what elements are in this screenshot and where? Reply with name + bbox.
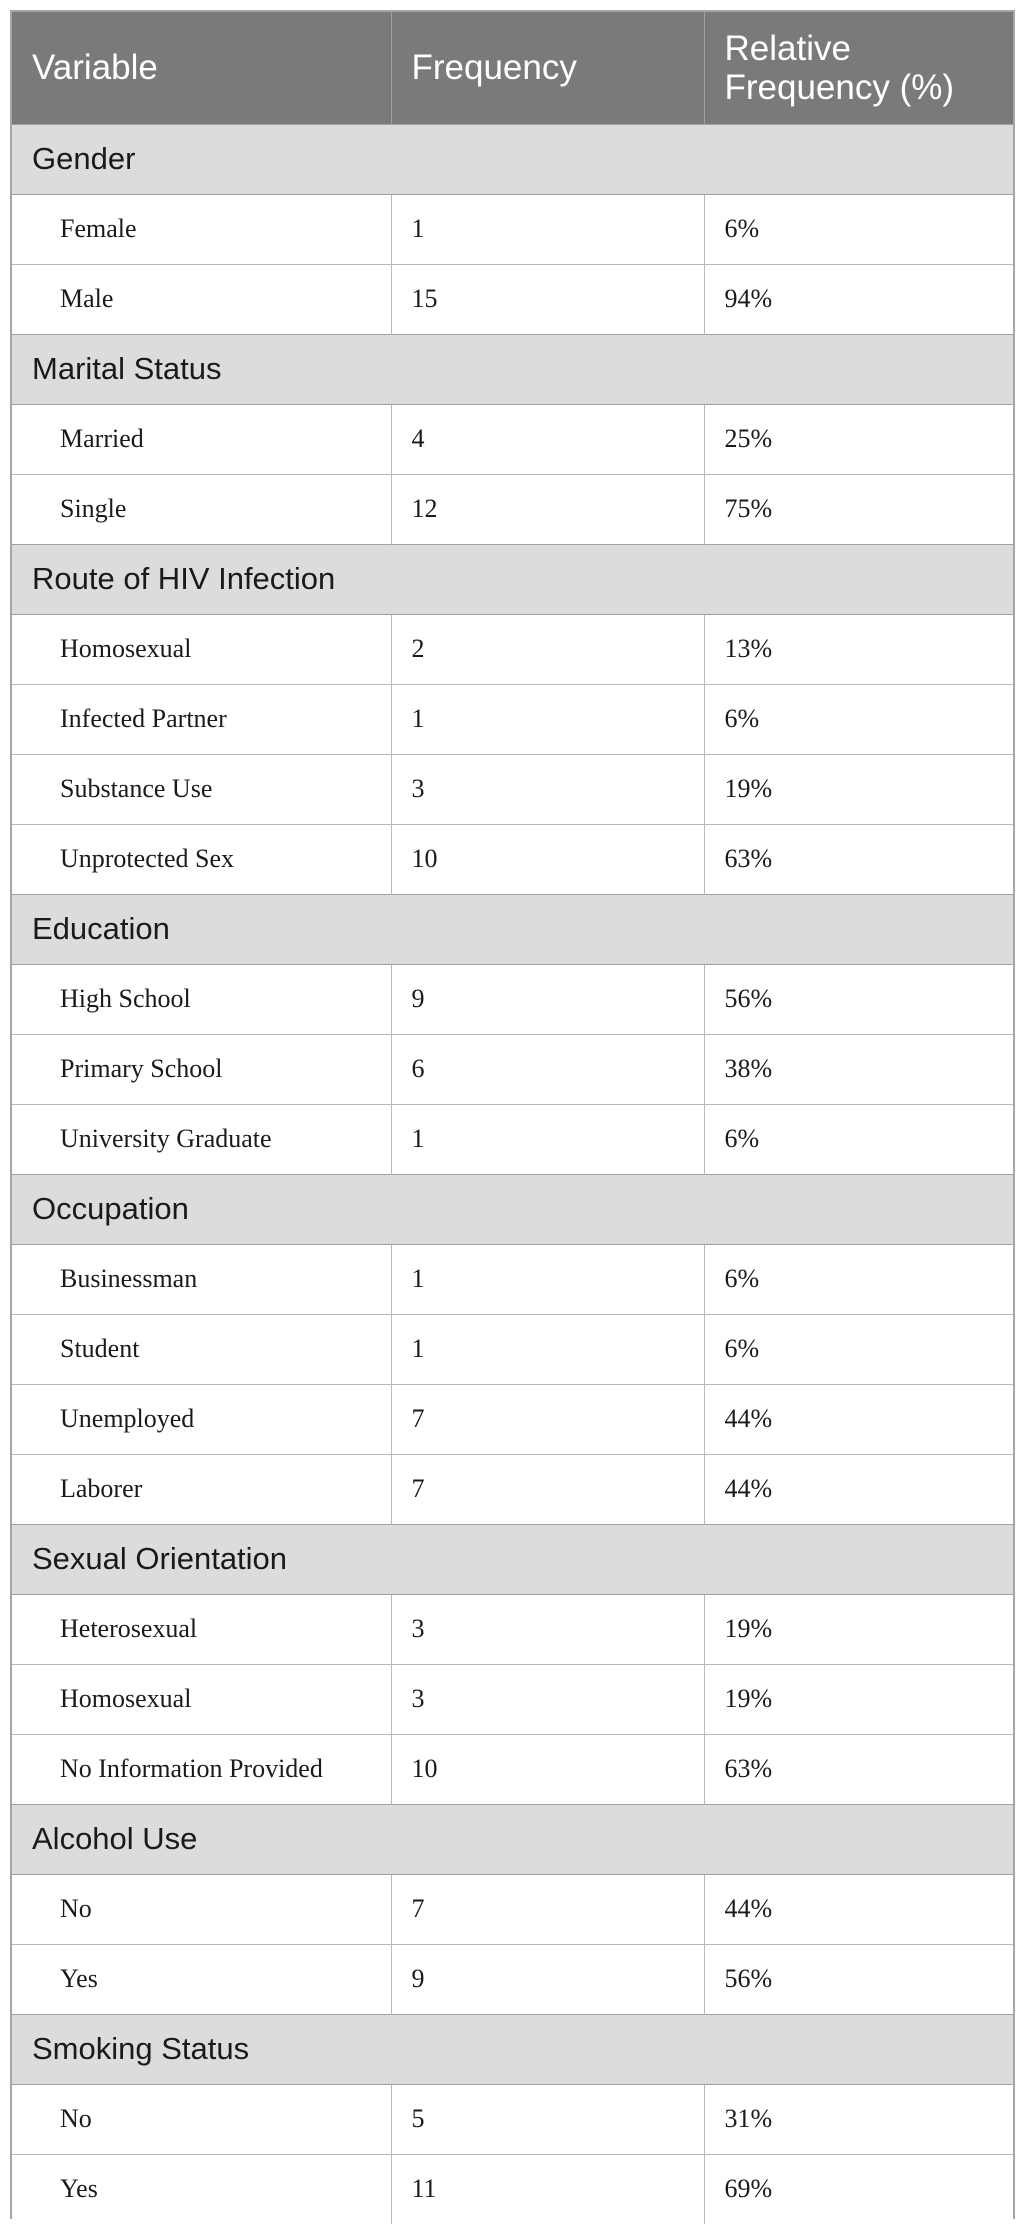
group-label: Education xyxy=(12,894,1013,964)
row-frequency: 7 xyxy=(391,1874,704,1944)
row-relative-frequency: 6% xyxy=(704,1314,1013,1384)
row-relative-frequency: 6% xyxy=(704,1104,1013,1174)
table-row xyxy=(12,824,1013,894)
group-row-route-of-hiv-infection xyxy=(12,544,1013,614)
group-row-gender xyxy=(12,124,1013,194)
row-frequency: 11 xyxy=(391,2154,704,2224)
row-frequency: 10 xyxy=(391,824,704,894)
row-frequency: 7 xyxy=(391,1384,704,1454)
row-label: Unemployed xyxy=(12,1384,391,1454)
row-relative-frequency: 25% xyxy=(704,404,1013,474)
row-relative-frequency: 75% xyxy=(704,474,1013,544)
table-row xyxy=(12,614,1013,684)
header-frequency: Frequency xyxy=(391,12,704,124)
group-label: Route of HIV Infection xyxy=(12,544,1013,614)
row-label: Homosexual xyxy=(12,1664,391,1734)
table-row xyxy=(12,1594,1013,1664)
row-label: Businessman xyxy=(12,1244,391,1314)
row-relative-frequency: 13% xyxy=(704,614,1013,684)
row-relative-frequency: 6% xyxy=(704,194,1013,264)
row-frequency: 6 xyxy=(391,1034,704,1104)
row-label: Unprotected Sex xyxy=(12,824,391,894)
row-label: Heterosexual xyxy=(12,1594,391,1664)
row-label: High School xyxy=(12,964,391,1034)
row-label: Homosexual xyxy=(12,614,391,684)
group-label: Occupation xyxy=(12,1174,1013,1244)
group-row-smoking-status xyxy=(12,2014,1013,2084)
row-frequency: 3 xyxy=(391,1664,704,1734)
group-row-education xyxy=(12,894,1013,964)
row-frequency: 1 xyxy=(391,684,704,754)
row-label: Substance Use xyxy=(12,754,391,824)
row-frequency: 2 xyxy=(391,614,704,684)
table-row xyxy=(12,1384,1013,1454)
row-label: Laborer xyxy=(12,1454,391,1524)
row-label: Married xyxy=(12,404,391,474)
table-row xyxy=(12,1664,1013,1734)
table-row xyxy=(12,404,1013,474)
row-frequency: 1 xyxy=(391,1314,704,1384)
row-relative-frequency: 63% xyxy=(704,824,1013,894)
row-frequency: 1 xyxy=(391,1244,704,1314)
header-relative-frequency: Relative Frequency (%) xyxy=(704,12,1013,124)
table-row xyxy=(12,1104,1013,1174)
row-relative-frequency: 69% xyxy=(704,2154,1013,2224)
group-label: Gender xyxy=(12,124,1013,194)
table-row xyxy=(12,684,1013,754)
row-relative-frequency: 56% xyxy=(704,964,1013,1034)
row-relative-frequency: 6% xyxy=(704,1244,1013,1314)
demographics-table-container xyxy=(10,10,1015,2219)
demographics-table xyxy=(12,12,1013,2224)
row-frequency: 15 xyxy=(391,264,704,334)
table-body xyxy=(12,124,1013,2224)
table-row xyxy=(12,1034,1013,1104)
table-row xyxy=(12,194,1013,264)
row-frequency: 9 xyxy=(391,1944,704,2014)
row-relative-frequency: 44% xyxy=(704,1454,1013,1524)
group-label: Alcohol Use xyxy=(12,1804,1013,1874)
row-frequency: 1 xyxy=(391,194,704,264)
row-frequency: 4 xyxy=(391,404,704,474)
row-label: Yes xyxy=(12,1944,391,2014)
row-label: University Graduate xyxy=(12,1104,391,1174)
table-row xyxy=(12,1314,1013,1384)
row-frequency: 7 xyxy=(391,1454,704,1524)
group-label: Marital Status xyxy=(12,334,1013,404)
header-variable: Variable xyxy=(12,12,391,124)
row-relative-frequency: 6% xyxy=(704,684,1013,754)
table-row xyxy=(12,1734,1013,1804)
row-relative-frequency: 56% xyxy=(704,1944,1013,2014)
row-label: Student xyxy=(12,1314,391,1384)
group-label: Sexual Orientation xyxy=(12,1524,1013,1594)
header-row xyxy=(12,12,1013,124)
table-row xyxy=(12,1874,1013,1944)
row-frequency: 3 xyxy=(391,754,704,824)
table-row xyxy=(12,474,1013,544)
table-row xyxy=(12,264,1013,334)
row-label: No Information Provided xyxy=(12,1734,391,1804)
row-label: Primary School xyxy=(12,1034,391,1104)
row-relative-frequency: 38% xyxy=(704,1034,1013,1104)
group-label: Smoking Status xyxy=(12,2014,1013,2084)
row-label: No xyxy=(12,2084,391,2154)
row-frequency: 10 xyxy=(391,1734,704,1804)
row-relative-frequency: 44% xyxy=(704,1874,1013,1944)
table-row xyxy=(12,964,1013,1034)
row-frequency: 5 xyxy=(391,2084,704,2154)
row-relative-frequency: 19% xyxy=(704,754,1013,824)
row-frequency: 3 xyxy=(391,1594,704,1664)
group-row-sexual-orientation xyxy=(12,1524,1013,1594)
group-row-alcohol-use xyxy=(12,1804,1013,1874)
row-label: Single xyxy=(12,474,391,544)
table-row xyxy=(12,2084,1013,2154)
row-relative-frequency: 31% xyxy=(704,2084,1013,2154)
row-label: Male xyxy=(12,264,391,334)
row-frequency: 12 xyxy=(391,474,704,544)
row-label: Yes xyxy=(12,2154,391,2224)
row-relative-frequency: 19% xyxy=(704,1594,1013,1664)
table-header xyxy=(12,12,1013,124)
row-relative-frequency: 94% xyxy=(704,264,1013,334)
row-label: Infected Partner xyxy=(12,684,391,754)
table-row xyxy=(12,1944,1013,2014)
row-frequency: 1 xyxy=(391,1104,704,1174)
row-relative-frequency: 44% xyxy=(704,1384,1013,1454)
group-row-occupation xyxy=(12,1174,1013,1244)
table-row xyxy=(12,1454,1013,1524)
row-label: No xyxy=(12,1874,391,1944)
row-relative-frequency: 63% xyxy=(704,1734,1013,1804)
row-label: Female xyxy=(12,194,391,264)
row-relative-frequency: 19% xyxy=(704,1664,1013,1734)
table-row xyxy=(12,754,1013,824)
row-frequency: 9 xyxy=(391,964,704,1034)
table-row xyxy=(12,1244,1013,1314)
table-row xyxy=(12,2154,1013,2224)
group-row-marital-status xyxy=(12,334,1013,404)
